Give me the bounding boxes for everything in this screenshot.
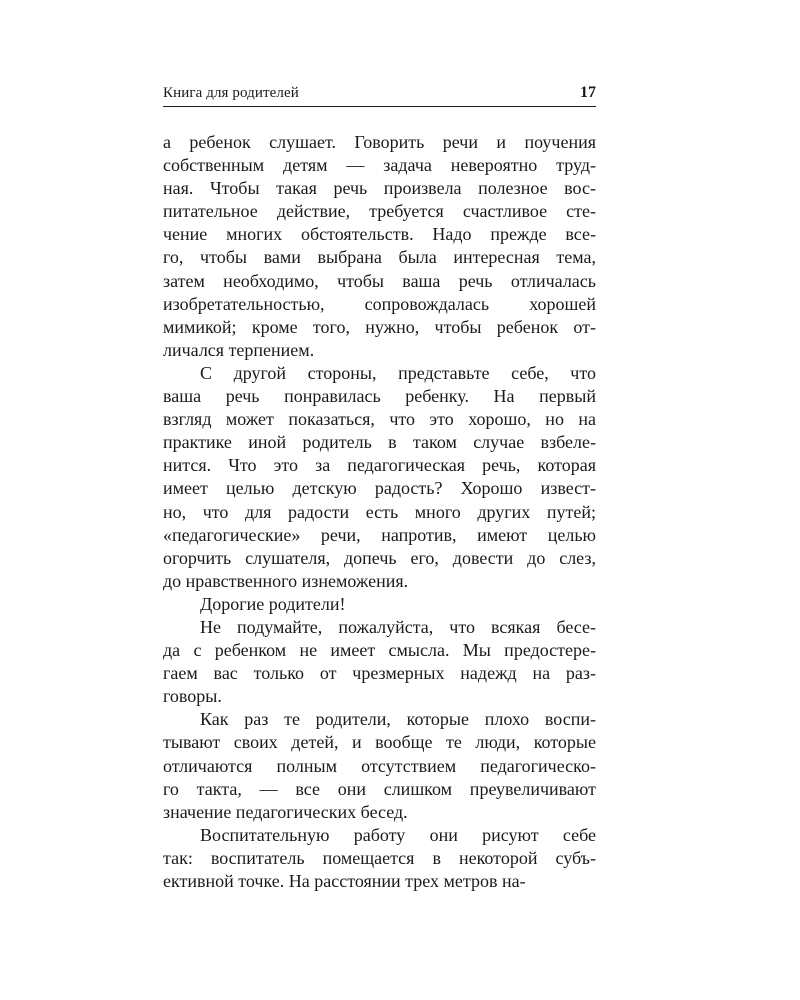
- text-line: гаем вас только от чрезмерных надежд на раз-: [163, 663, 596, 684]
- book-page: [163, 84, 596, 893]
- text-line: огорчить слушателя, допечь его, довести до слез,: [163, 547, 596, 568]
- text-line: чение многих обстоятельств. Надо прежде все-: [163, 224, 596, 245]
- paragraph: [163, 362, 596, 593]
- running-title: Книга для родителей: [163, 85, 299, 101]
- text-line: имеет целью детскую радость? Хорошо извест-: [163, 478, 596, 499]
- text-line: затем необходимо, чтобы ваша речь отличалась: [163, 270, 596, 291]
- text-line: изобретательностью, сопровождалась хорошей: [163, 293, 596, 314]
- paragraph: [163, 616, 596, 708]
- text-line: значение педагогических бесед.: [163, 801, 408, 822]
- text-line: личался терпением.: [163, 339, 315, 360]
- text-line: мимикой; кроме того, нужно, чтобы ребенок от-: [163, 316, 596, 337]
- paragraph: [163, 708, 596, 823]
- text-line: собственным детям — задача невероятно труд-: [163, 155, 596, 176]
- text-line: до нравственного изнеможения.: [163, 570, 409, 591]
- text-line: да с ребенком не имеет смысла. Мы предостере-: [163, 640, 596, 661]
- text-line: Воспитательную работу они рисуют себе: [200, 824, 596, 845]
- text-line: тывают своих детей, и вообще те люди, которые: [163, 732, 596, 753]
- text-line: Как раз те родители, которые плохо воспи-: [200, 709, 596, 730]
- text-line: а ребенок слушает. Говорить речи и поучения: [163, 132, 596, 152]
- text-line: го, чтобы вами выбрана была интересная тема,: [163, 247, 596, 268]
- text-line: ваша речь понравилась ребенку. На первый: [163, 386, 596, 407]
- text-line: говоры.: [163, 686, 222, 707]
- text-line: взгляд может показаться, что это хорошо, но на: [163, 409, 596, 430]
- text-line: практике иной родитель в таком случае взбеле-: [163, 432, 596, 453]
- paragraph: [163, 824, 596, 893]
- text-line: «педагогические» речи, напротив, имеют целью: [163, 524, 596, 545]
- page-number: 17: [580, 84, 596, 101]
- text-line: ективной точке. На расстоянии трех метров на-: [163, 871, 526, 891]
- text-line: го такта, — все они слишком преувеличивают: [163, 778, 596, 799]
- text-line: ная. Чтобы такая речь произвела полезное вос-: [163, 178, 596, 199]
- text-line: нится. Что это за педагогическая речь, которая: [163, 455, 596, 476]
- text-line: но, что для радости есть много других путей;: [163, 501, 596, 522]
- running-header: [163, 84, 596, 107]
- text-line: так: воспитатель помещается в некоторой субъ-: [163, 847, 596, 868]
- body-text: [163, 131, 596, 893]
- text-line: Дорогие родители!: [200, 593, 346, 614]
- paragraph: [163, 593, 596, 616]
- text-line: С другой стороны, представьте себе, что: [200, 362, 596, 383]
- text-line: питательное действие, требуется счастливое сте-: [163, 201, 596, 222]
- text-line: отличаются полным отсутствием педагогическо-: [163, 755, 596, 776]
- text-line: Не подумайте, пожалуйста, что всякая бесе-: [200, 616, 596, 637]
- paragraph: [163, 131, 596, 362]
